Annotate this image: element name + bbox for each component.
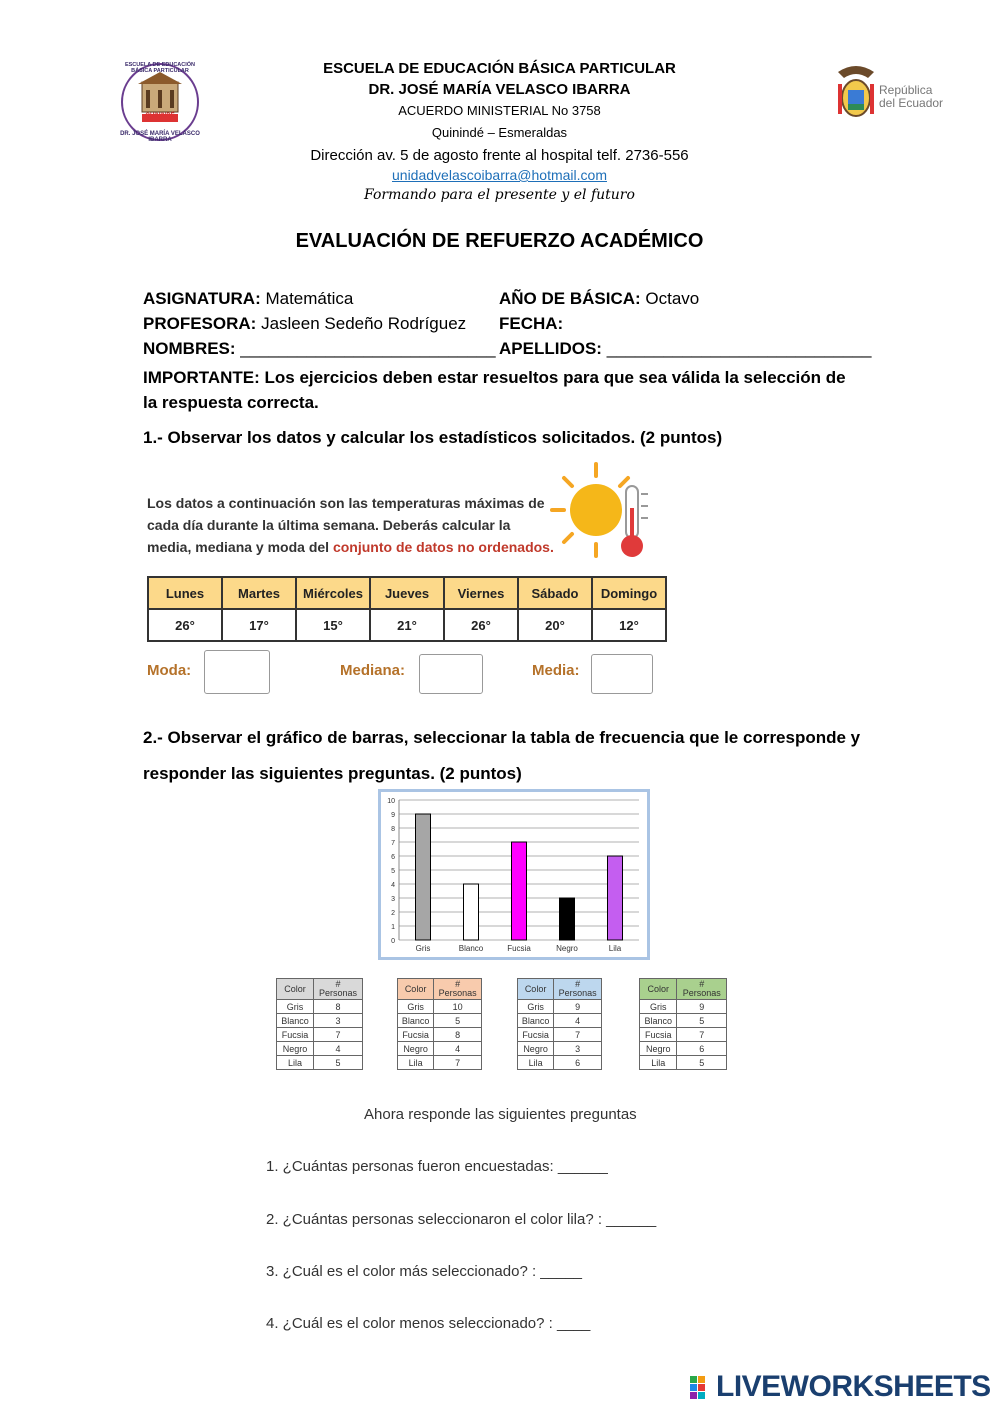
temp-cell: 20° bbox=[518, 609, 592, 641]
ecuador-label: República del Ecuador bbox=[879, 83, 944, 110]
table-row: Fucsia 7 bbox=[277, 1028, 363, 1042]
mediana-label: Mediana: bbox=[340, 662, 406, 679]
freq-header-count: # Personas bbox=[554, 979, 602, 1000]
bar-negro bbox=[560, 898, 575, 940]
temperature-table bbox=[147, 576, 667, 642]
media-label: Media: bbox=[532, 662, 580, 679]
school-motto: Formando para el presente y el futuro bbox=[364, 187, 635, 203]
bar-chart bbox=[378, 789, 650, 960]
freq-header-color: Color bbox=[640, 979, 677, 1000]
day-cell: Domingo bbox=[592, 577, 666, 609]
table-row: Lila 5 bbox=[640, 1056, 727, 1070]
school-name: ESCUELA DE EDUCACIÓN BÁSICA PARTICULAR bbox=[323, 60, 676, 77]
table-row: Negro 3 bbox=[518, 1042, 602, 1056]
school-address: Dirección av. 5 de agosto frente al hospital telf. 2736-556 bbox=[310, 147, 689, 164]
table-row: Negro 4 bbox=[398, 1042, 482, 1056]
y-tick-label: 1 bbox=[391, 924, 395, 931]
page-title: EVALUACIÓN DE REFUERZO ACADÉMICO bbox=[295, 230, 704, 252]
frequency-table-2[interactable] bbox=[397, 978, 482, 1070]
table-row: Negro 6 bbox=[640, 1042, 727, 1056]
y-tick-label: 6 bbox=[391, 854, 395, 861]
bar-fucsia bbox=[512, 842, 527, 940]
temp-cell: 12° bbox=[592, 609, 666, 641]
school-logo-name: DR. JOSÉ MARÍA VELASCO IBARRA bbox=[120, 131, 200, 143]
school-email-link[interactable]: unidadvelascoibarra@hotmail.com bbox=[392, 167, 607, 183]
temp-cell: 15° bbox=[296, 609, 370, 641]
freq-header-color: Color bbox=[518, 979, 554, 1000]
y-tick-label: 5 bbox=[391, 868, 395, 875]
date-field[interactable]: FECHA: bbox=[499, 314, 564, 333]
x-tick-label: Negro bbox=[556, 944, 578, 953]
y-tick-label: 9 bbox=[391, 812, 395, 819]
y-tick-label: 2 bbox=[391, 910, 395, 917]
table-row: Blanco 4 bbox=[518, 1014, 602, 1028]
grade-field: AÑO DE BÁSICA: Octavo bbox=[499, 289, 700, 308]
table-row: Gris 8 bbox=[277, 1000, 363, 1014]
frequency-table-1[interactable] bbox=[276, 978, 363, 1070]
school-person: DR. JOSÉ MARÍA VELASCO IBARRA bbox=[368, 81, 631, 98]
table-row: Fucsia 8 bbox=[398, 1028, 482, 1042]
moda-input[interactable] bbox=[204, 650, 270, 694]
y-tick-label: 8 bbox=[391, 826, 395, 833]
question-1-title: 1.- Observar los datos y calcular los estadísticos solicitados. (2 puntos) bbox=[143, 428, 723, 447]
question-item[interactable]: 2. ¿Cuántas personas seleccionaron el color lila? : ______ bbox=[266, 1211, 657, 1228]
temp-cell: 26° bbox=[444, 609, 518, 641]
question-item[interactable]: 4. ¿Cuál es el color menos seleccionado? : ____ bbox=[266, 1315, 591, 1332]
frequency-table-3[interactable] bbox=[517, 978, 602, 1070]
table-row: Blanco 3 bbox=[277, 1014, 363, 1028]
temp-cell: 17° bbox=[222, 609, 296, 641]
question-2-title: 2.- Observar el gráfico de barras, seleccionar la tabla de frecuencia que le corresponde y responder las siguientes preguntas. (2 puntos) bbox=[143, 728, 861, 783]
table-row: Blanco 5 bbox=[640, 1014, 727, 1028]
day-cell: Martes bbox=[222, 577, 296, 609]
names-field[interactable]: NOMBRES: ___________________________ bbox=[143, 339, 496, 358]
freq-header-count: # Personas bbox=[314, 979, 363, 1000]
ministerial-agreement: ACUERDO MINISTERIAL No 3758 bbox=[398, 103, 601, 118]
y-tick-label: 4 bbox=[391, 882, 395, 889]
important-note: IMPORTANTE: Los ejercicios deben estar resueltos para que sea válida la selección de la respuesta correcta. bbox=[143, 368, 846, 412]
surnames-field[interactable]: APELLIDOS: ____________________________ bbox=[499, 339, 872, 358]
temp-cell: 26° bbox=[148, 609, 222, 641]
y-tick-label: 0 bbox=[391, 938, 395, 945]
table-row: Lila 7 bbox=[398, 1056, 482, 1070]
teacher-field: PROFESORA: Jasleen Sedeño Rodríguez bbox=[143, 314, 467, 333]
question-item[interactable]: 3. ¿Cuál es el color más seleccionado? : _____ bbox=[266, 1263, 583, 1280]
subject-field: ASIGNATURA: Matemática bbox=[143, 289, 354, 308]
freq-header-color: Color bbox=[398, 979, 434, 1000]
bar-blanco bbox=[464, 884, 479, 940]
table-row: Fucsia 7 bbox=[640, 1028, 727, 1042]
x-tick-label: Lila bbox=[608, 944, 622, 953]
liveworksheets-logo: LIVEWORKSHEETS bbox=[716, 1370, 991, 1403]
table-row: Blanco 5 bbox=[398, 1014, 482, 1028]
table-row: Lila 6 bbox=[518, 1056, 602, 1070]
temp-cell: 21° bbox=[370, 609, 444, 641]
school-logo-quininde: QUININDÉ bbox=[145, 113, 175, 119]
media-input[interactable] bbox=[591, 654, 653, 694]
answer-intro: Ahora responde las siguientes preguntas bbox=[364, 1106, 637, 1123]
table-row: Fucsia 7 bbox=[518, 1028, 602, 1042]
table-row: Negro 4 bbox=[277, 1042, 363, 1056]
y-tick-label: 10 bbox=[387, 798, 395, 805]
q1-intro: Los datos a continuación son las temperaturas máximas de cada día durante la última semana. Deberás calcular la media, mediana y moda del conjunto de datos no ordenados. bbox=[147, 495, 554, 555]
liveworksheets-icon bbox=[690, 1376, 714, 1400]
x-tick-label: Fucsia bbox=[507, 944, 531, 953]
table-row: Lila 5 bbox=[277, 1056, 363, 1070]
thermometer-icon bbox=[620, 484, 652, 560]
bar-lila bbox=[608, 856, 623, 940]
x-tick-label: Gris bbox=[415, 944, 431, 953]
freq-header-count: # Personas bbox=[434, 979, 482, 1000]
moda-label: Moda: bbox=[147, 662, 192, 679]
table-row: Gris 9 bbox=[640, 1000, 727, 1014]
table-row: Gris 9 bbox=[518, 1000, 602, 1014]
mediana-input[interactable] bbox=[419, 654, 483, 694]
bar-gris bbox=[416, 814, 431, 940]
day-cell: Jueves bbox=[370, 577, 444, 609]
table-row: Gris 10 bbox=[398, 1000, 482, 1014]
freq-header-color: Color bbox=[277, 979, 314, 1000]
y-tick-label: 3 bbox=[391, 896, 395, 903]
day-cell: Sábado bbox=[518, 577, 592, 609]
day-cell: Lunes bbox=[148, 577, 222, 609]
frequency-table-4[interactable] bbox=[639, 978, 727, 1070]
day-cell: Viernes bbox=[444, 577, 518, 609]
school-logo-caption: ESCUELA DE EDUCACIÓN BÁSICA PARTICULAR bbox=[124, 62, 196, 74]
day-cell: Miércoles bbox=[296, 577, 370, 609]
x-tick-label: Blanco bbox=[458, 944, 484, 953]
freq-header-count: # Personas bbox=[677, 979, 727, 1000]
question-item[interactable]: 1. ¿Cuántas personas fueron encuestadas: ______ bbox=[266, 1158, 608, 1175]
y-tick-label: 7 bbox=[391, 840, 395, 847]
school-location: Quinindé – Esmeraldas bbox=[431, 125, 568, 140]
